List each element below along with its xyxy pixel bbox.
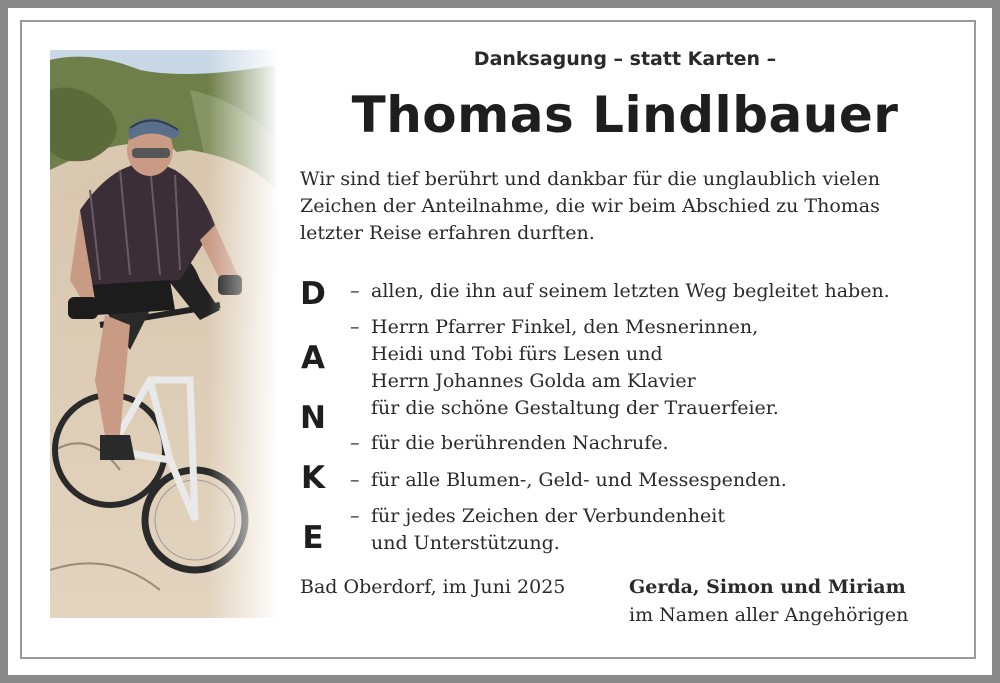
thanks-item [350, 278, 950, 305]
notice-subtitle: Danksagung – statt Karten – [473, 48, 777, 70]
cyclist-illustration [50, 50, 276, 618]
intro-text [300, 166, 950, 247]
intro-line: Zeichen der Anteilnahme, die wir beim Abschied zu Thomas [300, 195, 880, 217]
thanks-item [350, 503, 950, 557]
thanks-text: für jedes Zeichen der Verbundenheit [371, 505, 725, 527]
danke-letter-e: E [302, 520, 324, 556]
thanks-text: für die berührenden Nachrufe. [371, 432, 669, 454]
thanks-dash: – [350, 505, 360, 527]
intro-line: Wir sind tief berührt und dankbar für die unglaublich vielen [300, 168, 880, 190]
signer-names: Gerda, Simon und Miriam [629, 576, 906, 598]
thanks-item [350, 430, 950, 457]
thanks-item [350, 467, 950, 494]
intro-line: letzter Reise erfahren durften. [300, 222, 595, 244]
thanks-text: für die schöne Gestaltung der Trauerfeier. [371, 397, 779, 419]
danke-letter-n: N [300, 400, 326, 436]
thanks-dash: – [350, 432, 360, 454]
deceased-name: Thomas Lindlbauer [351, 86, 899, 144]
danke-letter-k: K [300, 460, 326, 496]
thanks-text: Herrn Johannes Golda am Klavier [371, 370, 696, 392]
thanks-dash: – [350, 280, 360, 302]
thanks-text: Heidi und Tobi fürs Lesen und [371, 343, 663, 365]
signer-relation: im Namen aller Angehörigen [629, 604, 909, 626]
thanks-item [350, 314, 950, 422]
cyclist-photo [50, 50, 276, 618]
signature-block [629, 576, 908, 626]
danke-letter-a: A [301, 340, 325, 376]
thanks-dash: – [350, 469, 360, 491]
thanks-text: Herrn Pfarrer Finkel, den Mesnerinnen, [371, 316, 759, 338]
danke-letter-d: D [300, 276, 326, 312]
thanks-dash: – [350, 316, 360, 338]
thanks-text: und Unterstützung. [371, 532, 560, 554]
thanks-text: allen, die ihn auf seinem letzten Weg begleitet haben. [371, 280, 890, 302]
place-date: Bad Oberdorf, im Juni 2025 [300, 576, 566, 598]
thanks-text: für alle Blumen-, Geld- und Messespenden. [371, 469, 787, 491]
